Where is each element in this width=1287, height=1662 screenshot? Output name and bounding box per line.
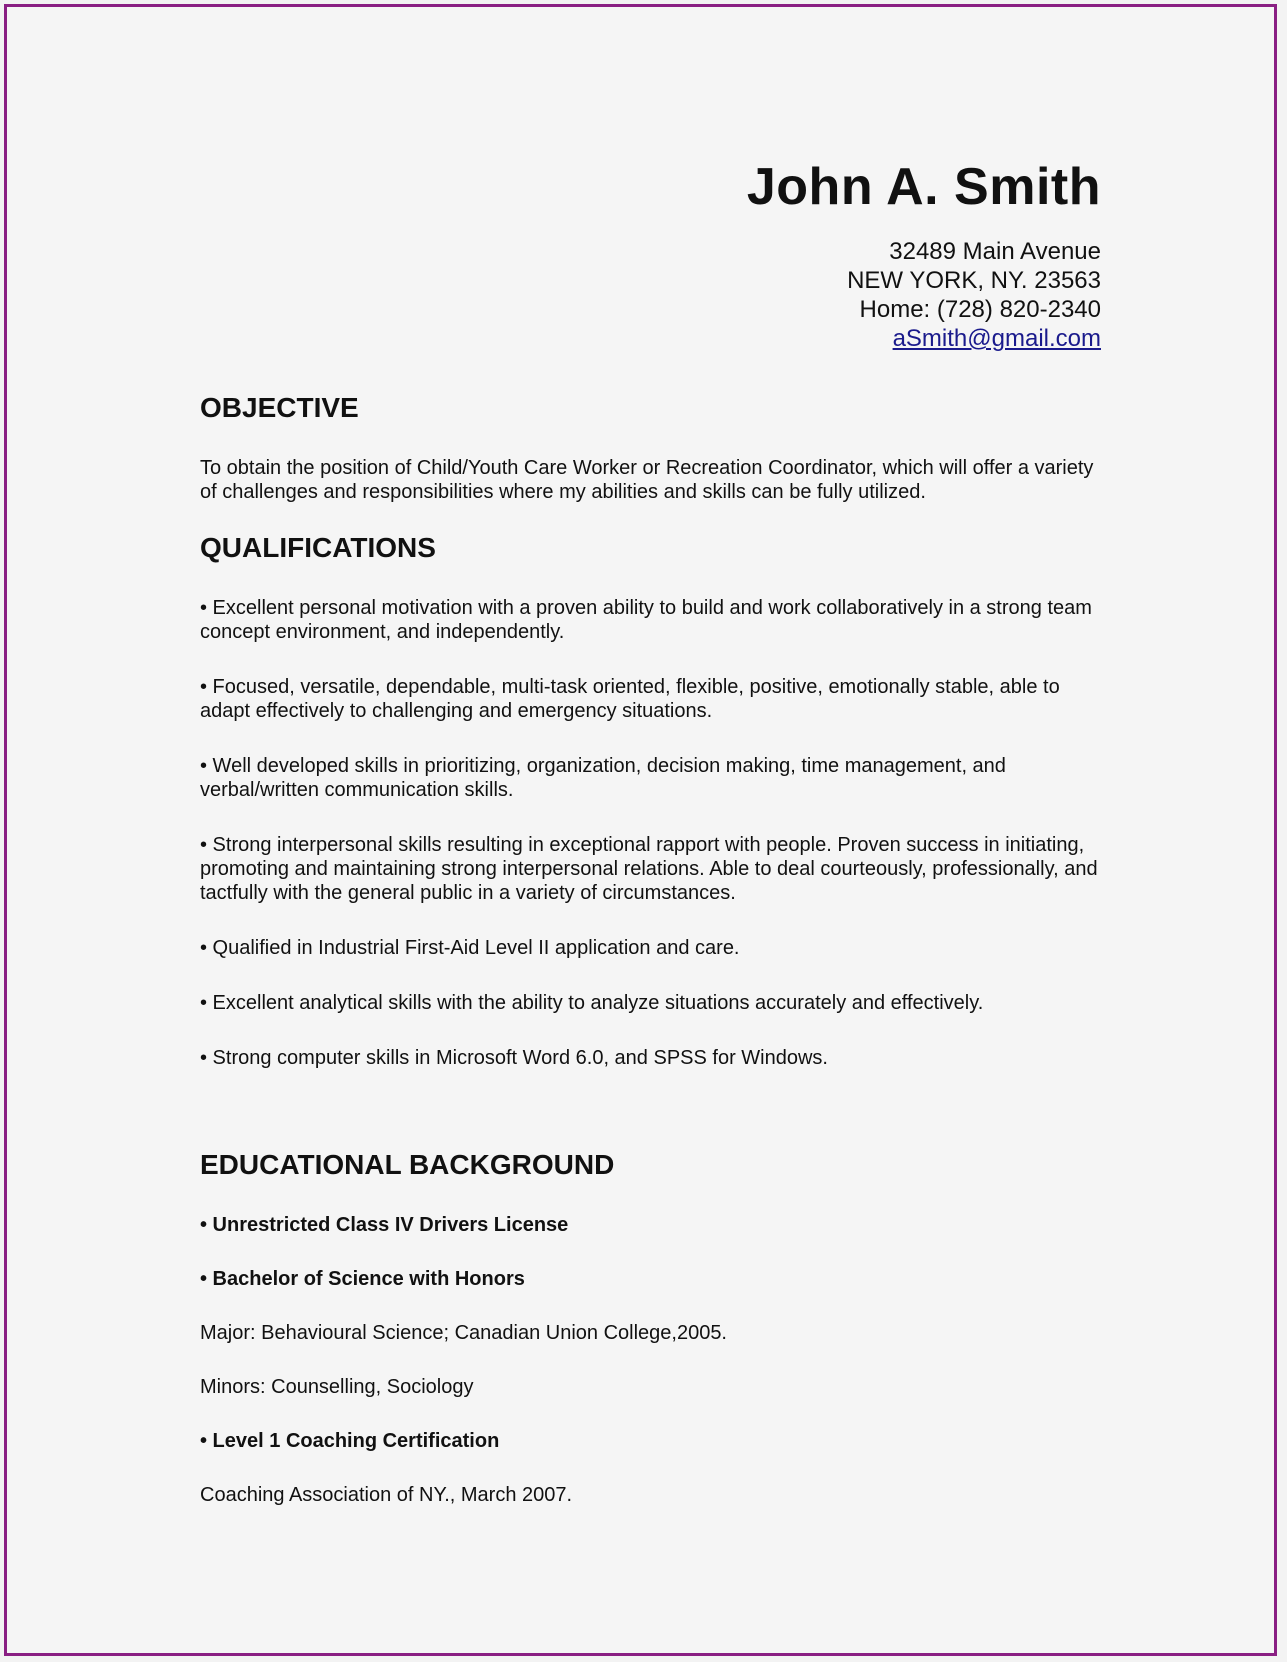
city-line: NEW YORK, NY. 23563 xyxy=(847,267,1101,294)
resume-header xyxy=(401,157,1101,353)
qualification-item: • Excellent personal motivation with a proven ability to build and work collaboratively in a strong team concept environment, and independently. xyxy=(200,597,1092,643)
resume-frame xyxy=(4,4,1277,1656)
qualification-item: • Qualified in Industrial First-Aid Level II application and care. xyxy=(200,937,740,959)
objective-text: To obtain the position of Child/Youth Care Worker or Recreation Coordinator, which will offer a variety of challenges and responsibilities where my abilities and skills can be fully utilized. xyxy=(200,457,1094,503)
education-item-drivers-license: • Unrestricted Class IV Drivers License xyxy=(200,1214,569,1236)
applicant-name: John A. Smith xyxy=(746,158,1101,216)
qualification-item: • Well developed skills in prioritizing, organization, decision making, time management, and verbal/written communication skills. xyxy=(200,755,1006,801)
address-line: 32489 Main Avenue xyxy=(889,238,1101,265)
email-link[interactable]: aSmith@gmail.com xyxy=(892,325,1101,352)
qualification-item: • Focused, versatile, dependable, multi-task oriented, flexible, positive, emotionally stable, able to adapt effectively to challenging and emergency situations. xyxy=(200,676,1060,722)
education-heading: EDUCATIONAL BACKGROUND xyxy=(200,1149,615,1180)
education-item-bachelor: • Bachelor of Science with Honors xyxy=(200,1268,525,1290)
objective-heading: OBJECTIVE xyxy=(200,392,359,423)
qualification-item: • Strong computer skills in Microsoft Word 6.0, and SPSS for Windows. xyxy=(200,1047,828,1069)
qualifications-heading: QUALIFICATIONS xyxy=(200,532,436,563)
education-list xyxy=(200,1213,1100,1537)
education-item-major: Major: Behavioural Science; Canadian Union College,2005. xyxy=(200,1322,727,1344)
education-item-minors: Minors: Counselling, Sociology xyxy=(200,1376,474,1398)
qualification-item: • Strong interpersonal skills resulting in exceptional rapport with people. Proven success in initiating, promoting and maintaining strong interpersonal relations. Able to deal courteously, professionally, and tactfully with the general public in a variety of circumstances. xyxy=(200,834,1098,904)
education-item-coaching-association: Coaching Association of NY., March 2007. xyxy=(200,1484,573,1506)
contact-block xyxy=(401,237,1101,353)
phone-line: Home: (728) 820-2340 xyxy=(859,296,1101,323)
education-item-coaching: • Level 1 Coaching Certification xyxy=(200,1430,500,1452)
qualification-item: • Excellent analytical skills with the ability to analyze situations accurately and effectively. xyxy=(200,992,984,1014)
qualifications-list xyxy=(200,596,1100,1101)
